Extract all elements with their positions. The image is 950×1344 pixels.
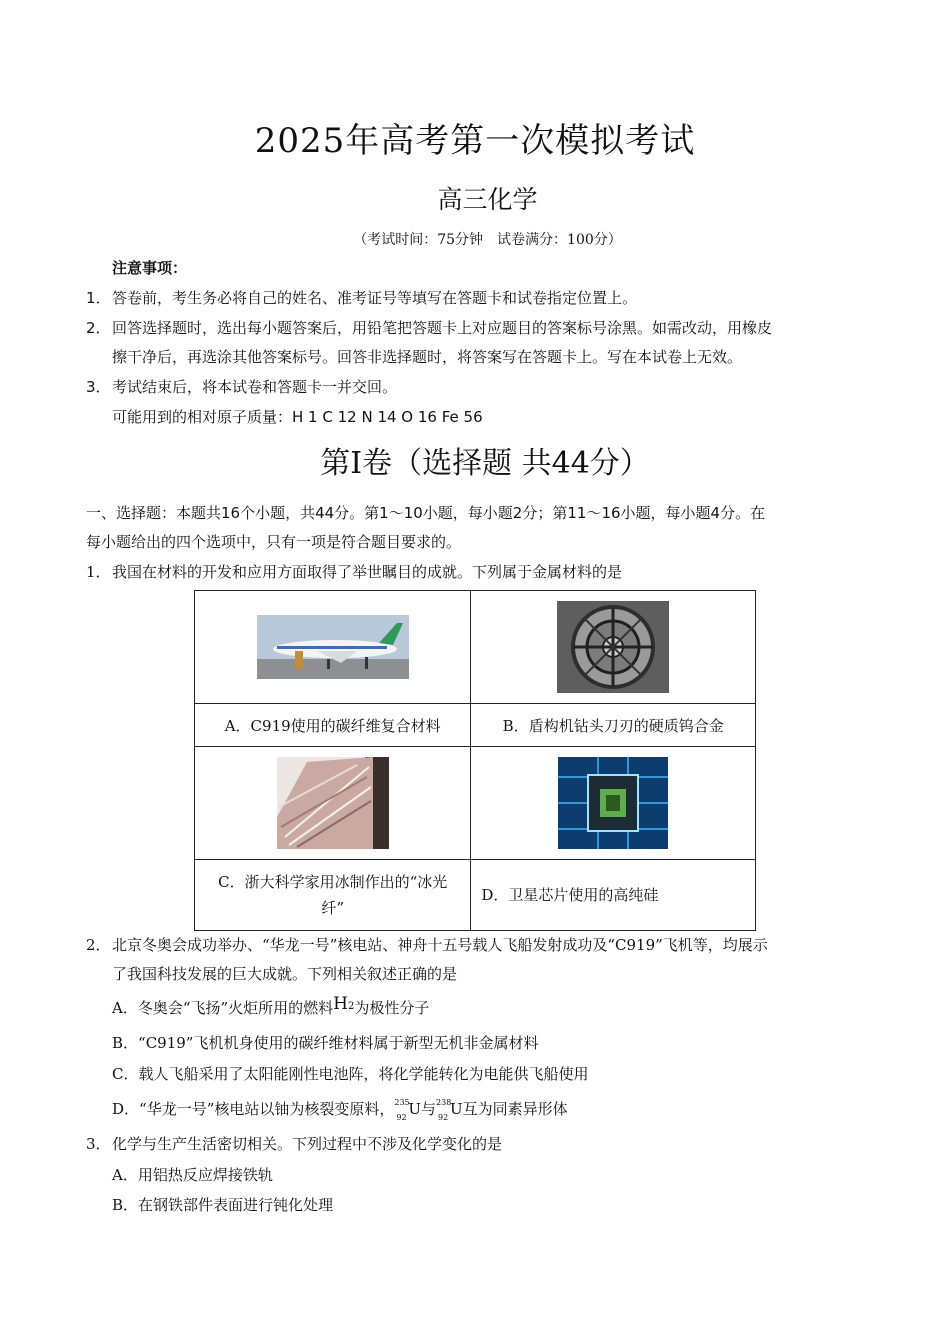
option-text: 为极性分子 (354, 999, 430, 1017)
section-instructions-continued: 每小题给出的四个选项中，只有一项是符合题目要求的。 (86, 533, 462, 551)
section-instructions: 一、选择题：本题共16个小题，共44分。第1～10小题，每小题2分；第11～16小题，每小题4分。在 (86, 504, 766, 522)
airplane-image (257, 615, 409, 679)
note-text: 答卷前，考生务必将自己的姓名、准考证号等填写在答题卡和试卷指定位置上。 (112, 289, 638, 307)
question-2-option-b: B．“C919”飞机机身使用的碳纤维材料属于新型无机非金属材料 (112, 1034, 539, 1052)
question-text: 我国在材料的开发和应用方面取得了举世瞩目的成就。下列属于金属材料的是 (112, 563, 623, 581)
question-text: 化学与生产生活密切相关。下列过程中不涉及化学变化的是 (112, 1135, 503, 1153)
atomic-number: 92 (438, 1113, 449, 1122)
atomic-number: 92 (396, 1113, 407, 1122)
note-text: 考试结束后，将本试卷和答题卡一并交回。 (112, 378, 398, 396)
chip-image (558, 757, 668, 849)
question-text: 北京冬奥会成功举办、“华龙一号”核电站、神舟十五号载人飞船发射成功及“C919”飞机等，均展示 (112, 936, 768, 954)
section-title: 第Ⅰ卷（选择题 共44分） (320, 446, 650, 481)
option-text: U互为同素异形体 (450, 1100, 568, 1118)
isotope-notation (436, 1098, 452, 1122)
exam-title: 2025年高考第一次模拟考试 (254, 121, 696, 161)
option-c-image-cell (195, 747, 471, 860)
option-d: D．卫星芯片使用的高纯硅 (471, 860, 756, 931)
option-text: A．冬奥会“飞扬”火炬所用的燃料 (112, 999, 334, 1017)
question-3-stem (86, 1134, 502, 1154)
question-3-option-b: B．在钢铁部件表面进行钝化处理 (112, 1196, 334, 1214)
mass-number: 235 (394, 1098, 410, 1107)
question-2-option-c: C．载人飞船采用了太阳能刚性电池阵，将化学能转化为电能供飞船使用 (112, 1065, 589, 1083)
note-item-3 (86, 377, 397, 397)
question-3-option-a: A．用铝热反应焊接铁轨 (112, 1166, 273, 1184)
note-item-2-continued: 擦干净后，再选涂其他答案标号。回答非选择题时，将答案写在答题卡上。写在本试卷上无效。 (112, 348, 743, 366)
tunnel-boring-machine-image (557, 601, 669, 693)
formula-symbol: H (333, 994, 348, 1014)
note-item-2 (86, 318, 772, 338)
option-b: B．盾构机钻头刀刃的硬质钨合金 (471, 704, 756, 747)
question-2-option-d (112, 1098, 568, 1122)
option-a: A．C919使用的碳纤维复合材料 (195, 704, 471, 747)
formula (333, 994, 354, 1014)
option-c-line1: C．浙大科学家用冰制作出的“冰光 (218, 873, 448, 891)
question-number: 2． (86, 936, 111, 954)
note-num: 3． (86, 378, 111, 396)
isotope-notation (394, 1098, 410, 1122)
note-text: 回答选择题时，选出每小题答案后，用铅笔把答题卡上对应题目的答案标号涂黑。如需改动，用橡皮 (112, 319, 773, 337)
question-number: 3． (86, 1135, 111, 1153)
formula-subscript: 2 (348, 1001, 355, 1012)
question-1-stem (86, 562, 622, 582)
exam-subtitle: 高三化学 (437, 185, 538, 214)
option-a-image-cell (195, 591, 471, 704)
option-d-image-cell (471, 747, 756, 860)
option-c-line2: 纤” (321, 899, 345, 917)
note-num: 1． (86, 289, 111, 307)
question-2-stem (86, 935, 768, 955)
option-text: U与 (408, 1100, 437, 1118)
option-c (195, 860, 471, 931)
question-number: 1． (86, 563, 111, 581)
atomic-mass-note: 可能用到的相对原子质量：H 1 C 12 N 14 O 16 Fe 56 (112, 408, 483, 426)
ice-optical-fiber-image (277, 757, 389, 849)
question-1-options-table (194, 590, 756, 931)
note-item-1 (86, 288, 637, 308)
mass-number: 238 (436, 1098, 452, 1107)
notes-heading: 注意事项： (112, 259, 188, 277)
exam-info: （考试时间：75分钟 试卷满分：100分） (353, 232, 622, 248)
option-text: D．“华龙一号”核电站以铀为核裂变原料， (112, 1100, 395, 1118)
question-2-stem-continued: 了我国科技发展的巨大成就。下列相关叙述正确的是 (112, 965, 458, 983)
question-2-option-a (112, 994, 430, 1021)
note-num: 2． (86, 319, 111, 337)
option-b-image-cell (471, 591, 756, 704)
